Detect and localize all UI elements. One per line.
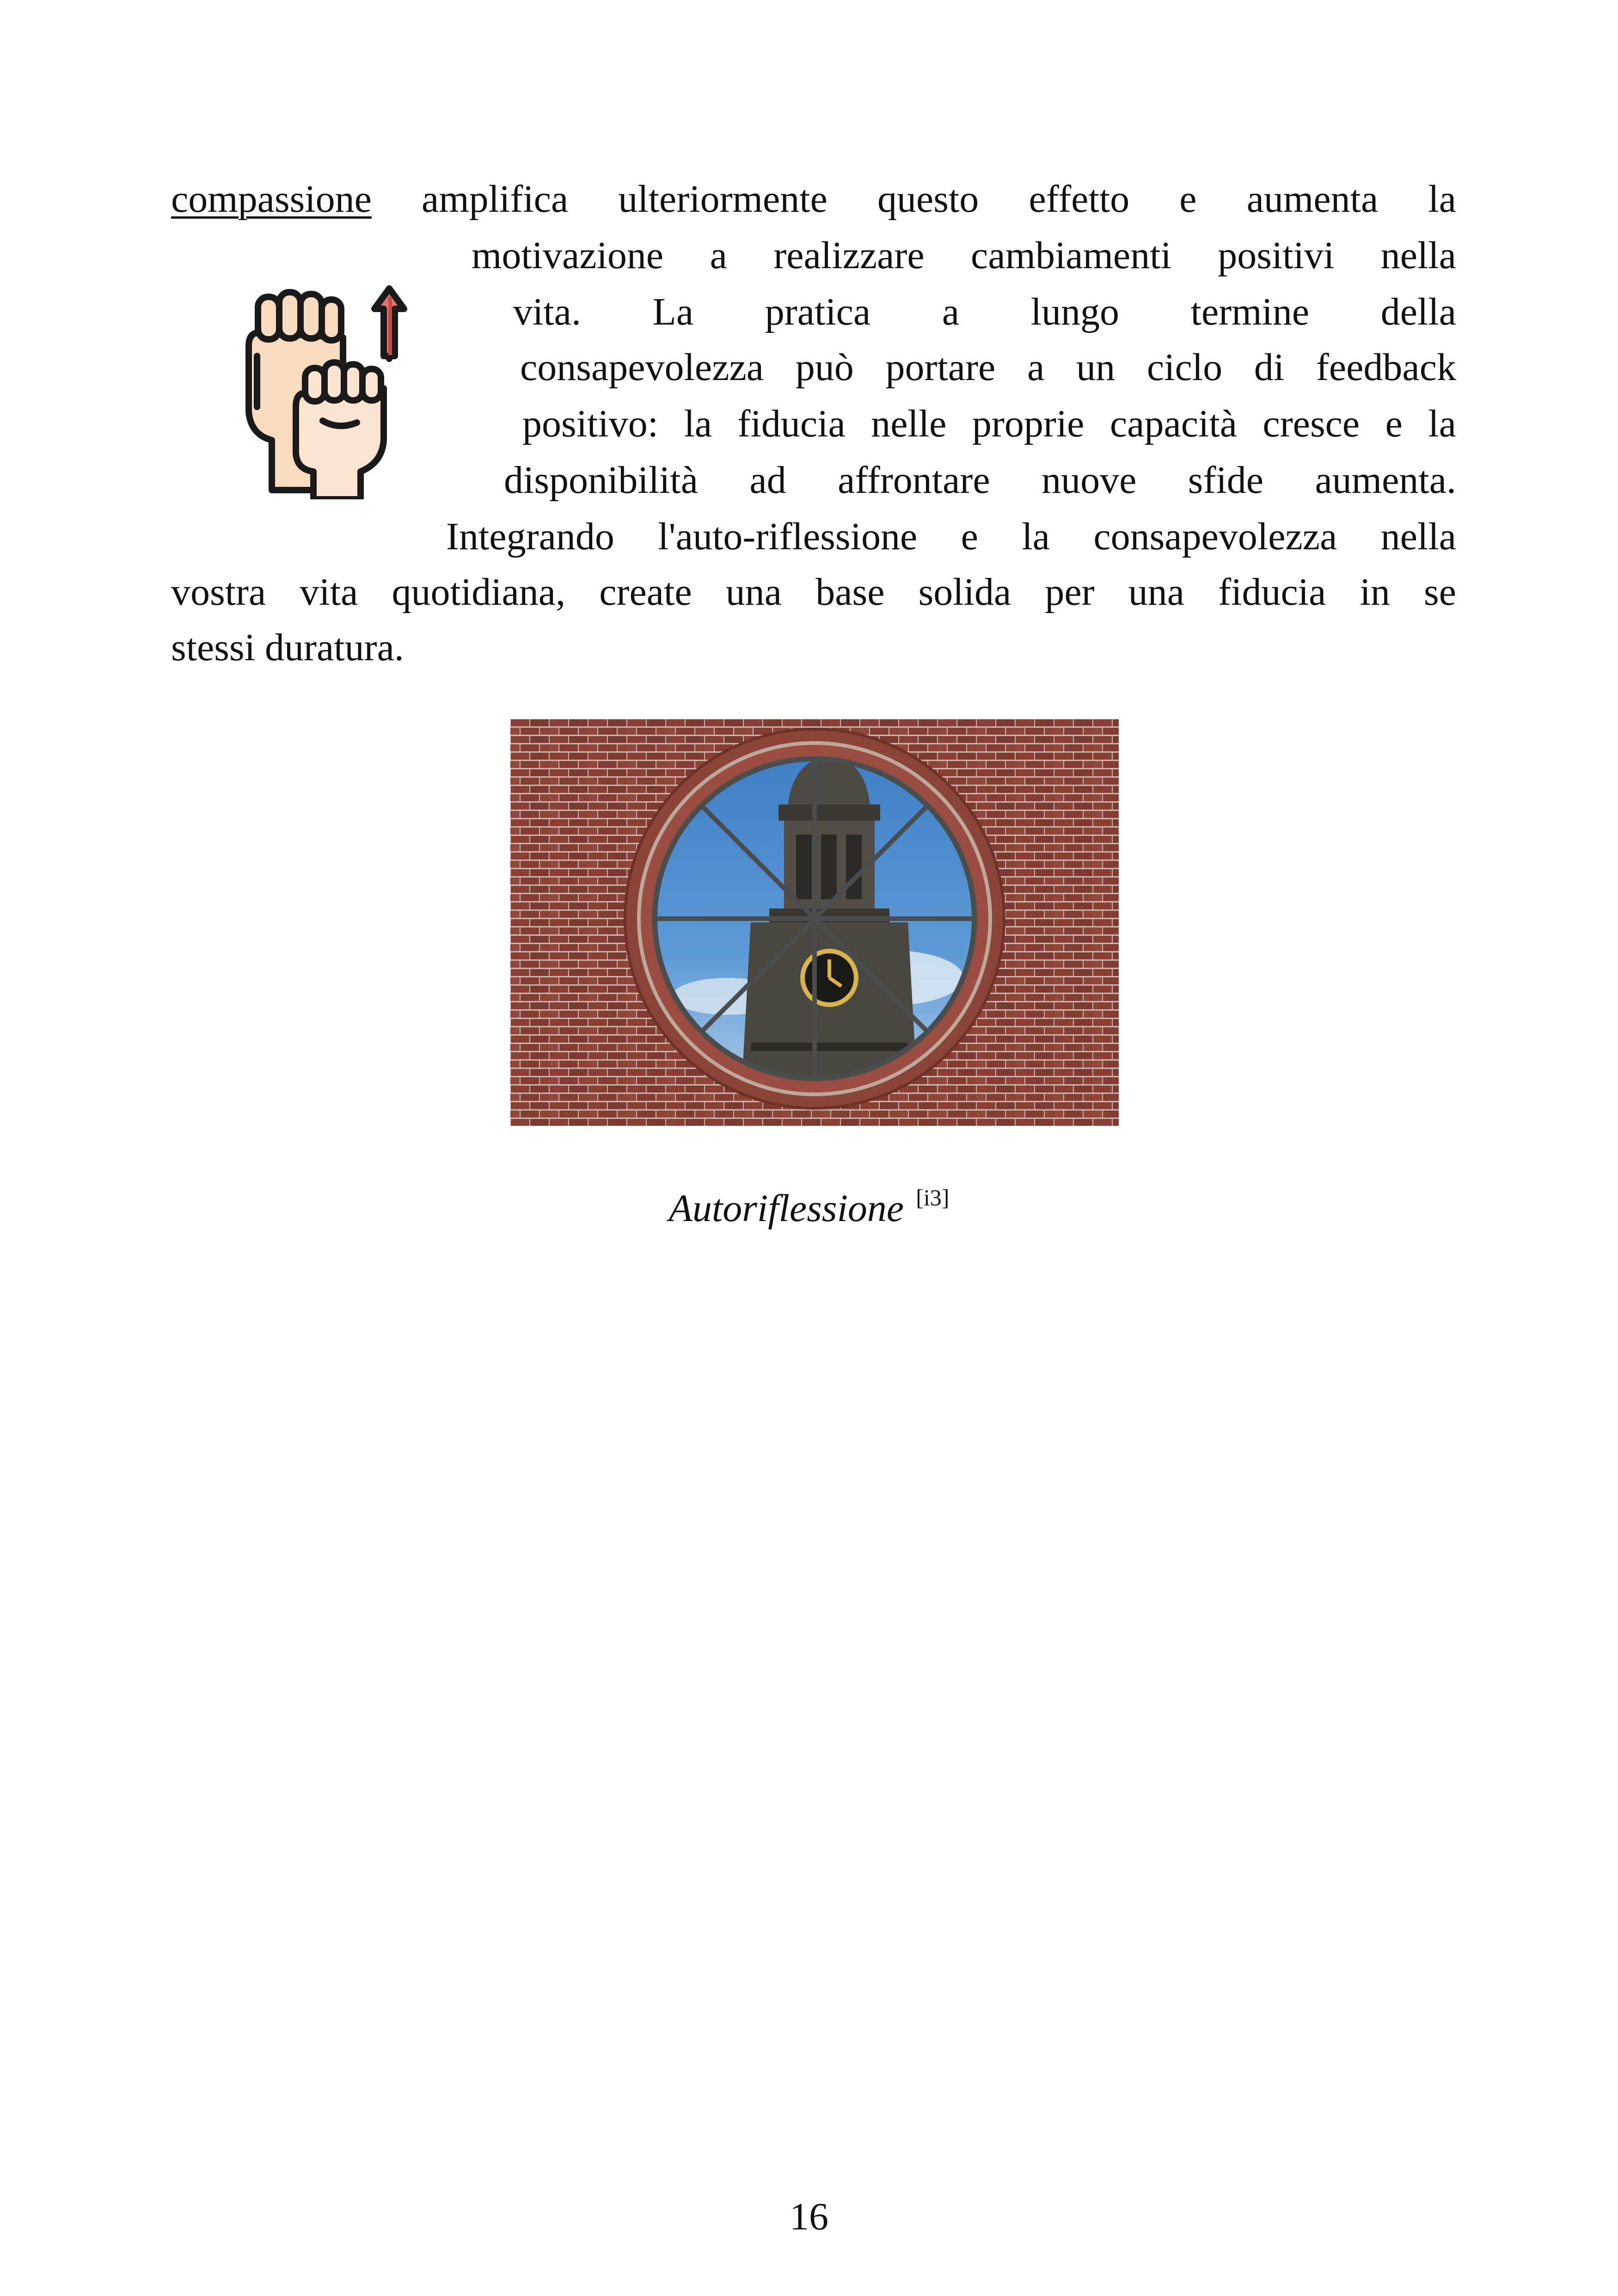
body-line-3: vita. La pratica a lungo termine della bbox=[513, 290, 1456, 333]
caption-text: Autoriflessione bbox=[668, 1187, 904, 1230]
page-number: 16 bbox=[790, 2195, 828, 2238]
body-line-7: Integrando l'auto-riflessione e la consapevolezza nella bbox=[446, 515, 1456, 558]
body-line-1-rest: amplifica ulteriormente questo effetto e aumenta la bbox=[371, 178, 1456, 221]
figure-caption bbox=[0, 1170, 1618, 1236]
circular-window-clock-tower-photo bbox=[510, 719, 1119, 1126]
body-line-9: stessi duratura. bbox=[171, 626, 404, 669]
body-line-2: motivazione a realizzare cambiamenti positivi nella bbox=[472, 234, 1456, 277]
caption-reference[interactable]: [i3] bbox=[916, 1185, 950, 1210]
body-line-6: disponibilità ad affrontare nuove sfide aumenta. bbox=[504, 459, 1456, 502]
body-line-5: positivo: la fiducia nelle proprie capacità cresce e la bbox=[522, 402, 1456, 445]
body-line-1 bbox=[171, 174, 1456, 225]
compassione-link[interactable]: compassione bbox=[171, 178, 372, 221]
raised-fists-arrow-up-icon bbox=[236, 268, 421, 499]
body-line-4: consapevolezza può portare a un ciclo di feedback bbox=[520, 346, 1456, 389]
body-line-8: vostra vita quotidiana, create una base solida per una fiducia in se bbox=[171, 571, 1456, 614]
